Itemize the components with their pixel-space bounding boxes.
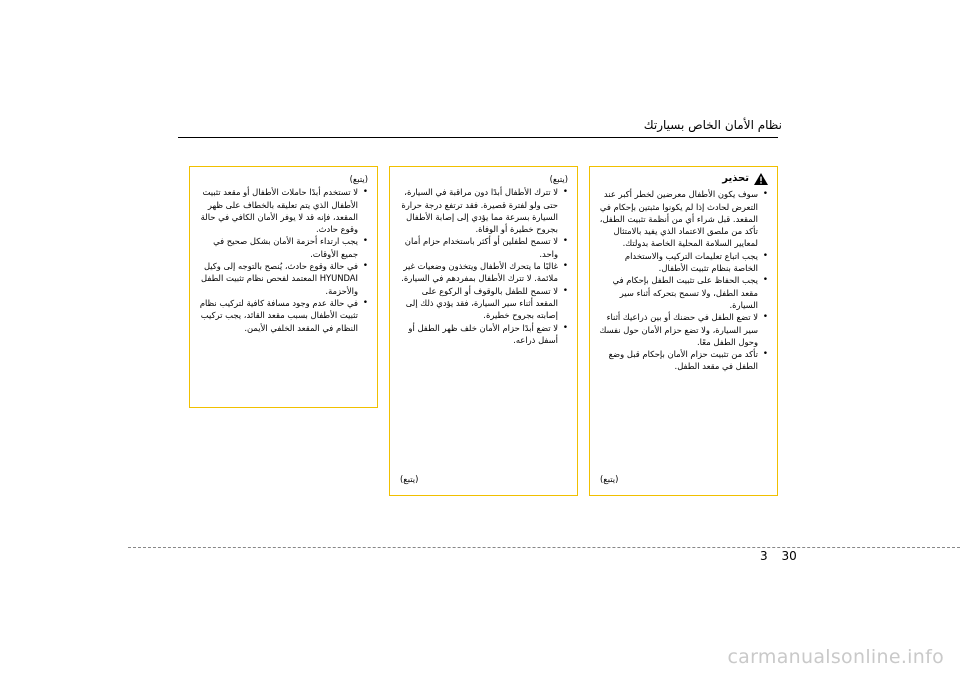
list-item: • لا تضع أبدًا حزام الأمان خلف ظهر الطفل أو أسفل ذراعه. [398, 322, 558, 347]
list-item: • يجب ارتداء أحزمة الأمان بشكل صحيح في جميع الأوقات. [198, 235, 358, 260]
list-item: • سوف يكون الأطفال معرضين لخطر أكبر عند التعرض لحادث إذا لم يكونوا مثبتين بإحكام في المقعد. قبل شراء أي من أنظمة تثبيت الطفل، تأكد من ملصق الاعتماد الذي يفيد بالامتثال لمعايير السلامة المحلية الخاصة بدولتك. [598, 188, 758, 249]
watermark: carmanualsonline.info [727, 646, 944, 668]
warning-list [598, 188, 768, 372]
page-number-value: 30 [781, 549, 797, 563]
warning-panel-right [589, 166, 778, 496]
list-item: • غالبًا ما يتحرك الأطفال ويتخذون وضعيات غير ملائمة. لا تترك الأطفال بمفردهم في السيارة. [398, 260, 558, 285]
warning-list [198, 186, 368, 334]
list-item: • تأكد من تثبيت حزام الأمان بإحكام قبل وضع الطفل في مقعد الطفل. [598, 348, 758, 373]
list-item: • لا تسمح لطفلين أو أكثر باستخدام حزام أمان واحد. [398, 235, 558, 260]
list-item: • لا تسمح للطفل بالوقوف أو الركوع على المقعد أثناء سير السيارة، فقد يؤدي ذلك إلى إصابته بجروح خطيرة. [398, 285, 558, 322]
warning-panel-middle [389, 166, 578, 496]
list-item: • لا تترك الأطفال أبدًا دون مراقبة في السيارة، حتى ولو لفترة قصيرة. فقد ترتفع درجة حرارة السيارة بسرعة مما يؤدي إلى إصابة الأطفال بجروح خطيرة أو الوفاة. [398, 186, 558, 235]
chapter-number: 3 [760, 549, 768, 563]
warning-heading [598, 173, 768, 185]
continued-label: (يتبع) [549, 174, 568, 184]
page-number [760, 549, 797, 563]
list-item: • في حالة وقوع حادث، يُنصح بالتوجه إلى وكيل HYUNDAI المعتمد لفحص نظام تثبيت الطفل والأحزمة. [198, 260, 358, 297]
continued-label: (يتبع) [349, 174, 368, 184]
continued-label: (يتبع) [600, 473, 619, 484]
list-item: • لا تضع الطفل في حضنك أو بين ذراعيك أثناء سير السيارة، ولا تضع حزام الأمان حول نفسك وحول الطفل معًا. [598, 311, 758, 348]
list-item: • يجب اتباع تعليمات التركيب والاستخدام الخاصة بنظام تثبيت الأطفال. [598, 250, 758, 275]
footer-rule [128, 547, 960, 548]
list-item: • في حالة عدم وجود مسافة كافية لتركيب نظام تثبيت الأطفال بسبب مقعد القائد، يجب تركيب النظام في المقعد الخلفي الأيمن. [198, 297, 358, 334]
header-rule [178, 137, 778, 138]
warning-triangle-icon [754, 173, 768, 185]
continued-label: (يتبع) [400, 473, 419, 484]
list-item: • يجب الحفاظ على تثبيت الطفل بإحكام في مقعد الطفل، ولا تسمح بتحركه أثناء سير السيارة. [598, 274, 758, 311]
list-item: • لا تستخدم أبدًا حاملات الأطفال أو مقعد تثبيت الأطفال الذي يتم تعليقه بالخطاف على ظهر المقعد، فإنه قد لا يوفر الأمان الكافي في حالة وقوع حادث. [198, 186, 358, 235]
page-header-title: نظام الأمان الخاص بسيارتك [643, 118, 782, 132]
warning-panel-left [189, 166, 378, 408]
warning-label: تحذير [722, 173, 749, 184]
warning-list [398, 186, 568, 346]
